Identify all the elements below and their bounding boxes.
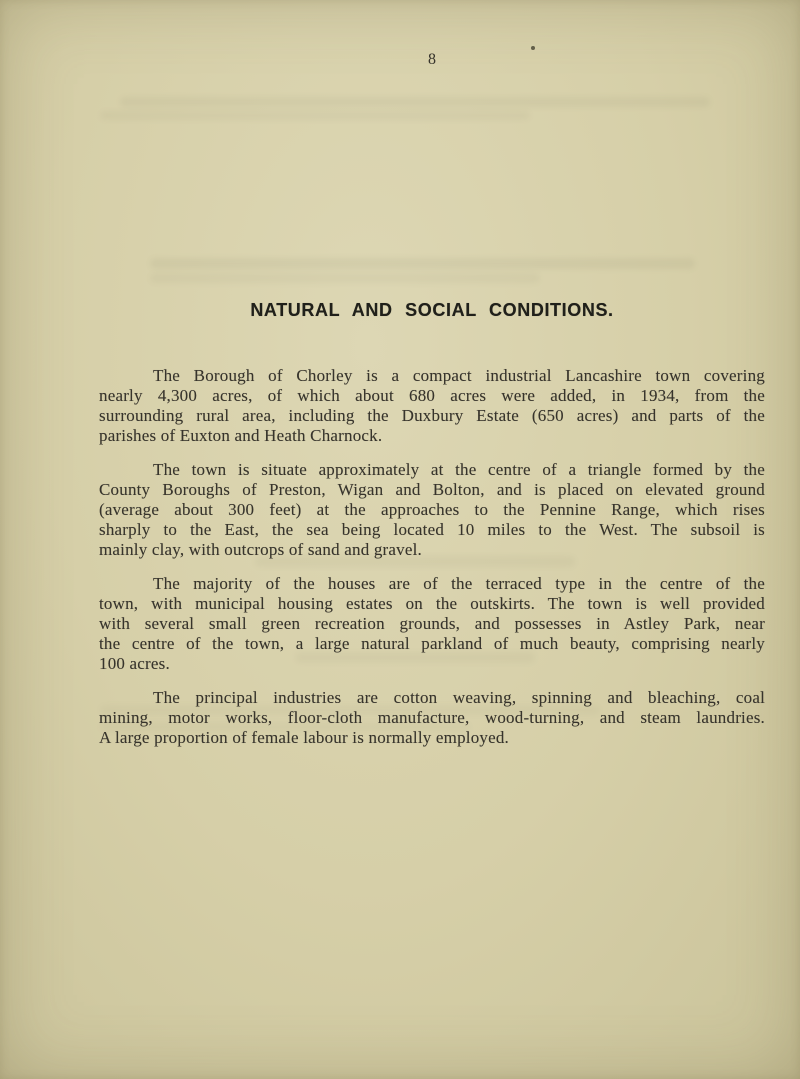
paragraph-line: mining, motor works, floor-cloth manufacture, wood-turning, and steam laundries.: [99, 708, 765, 727]
paragraph-line: 100 acres.: [99, 654, 170, 673]
paragraph-line: mainly clay, with outcrops of sand and gravel.: [99, 540, 422, 559]
paragraph-line: (average about 300 feet) at the approaches to the Pennine Range, which rises: [99, 500, 765, 519]
paragraph-line: County Boroughs of Preston, Wigan and Bolton, and is placed on elevated ground: [99, 480, 765, 499]
paragraph-line: The town is situate approximately at the centre of a triangle formed by the: [153, 460, 765, 479]
paragraph-line: A large proportion of female labour is normally employed.: [99, 728, 510, 747]
paragraph-line: town, with municipal housing estates on the outskirts. The town is well provided: [99, 594, 765, 613]
showthrough-smudge: [120, 97, 710, 107]
paragraph: [99, 574, 765, 674]
body-paragraphs: [99, 366, 765, 762]
paragraph-line: sharply to the East, the sea being located 10 miles to the West. The subsoil is: [99, 520, 765, 539]
paragraph: [99, 688, 765, 748]
paragraph-line: The Borough of Chorley is a compact industrial Lancashire town covering: [153, 366, 765, 385]
paragraph-line: The principal industries are cotton weaving, spinning and bleaching, coal: [153, 688, 765, 707]
paragraph: [99, 366, 765, 446]
scan-speck: [531, 46, 535, 50]
showthrough-smudge: [150, 258, 695, 269]
paragraph-line: the centre of the town, a large natural parkland of much beauty, comprising nearly: [99, 634, 765, 653]
paragraph-line: The majority of the houses are of the terraced type in the centre of the: [153, 574, 765, 593]
paragraph-line: with several small green recreation grounds, and possesses in Astley Park, near: [99, 614, 765, 633]
paragraph-line: nearly 4,300 acres, of which about 680 acres were added, in 1934, from the: [99, 386, 765, 405]
paragraph-line: parishes of Euxton and Heath Charnock.: [99, 426, 383, 445]
paragraph: [99, 460, 765, 560]
showthrough-smudge: [100, 111, 530, 120]
showthrough-smudge: [150, 273, 540, 283]
paragraph-line: surrounding rural area, including the Duxbury Estate (650 acres) and parts of the: [99, 406, 765, 425]
page-number: 8: [428, 51, 436, 68]
section-heading: NATURAL AND SOCIAL CONDITIONS.: [250, 300, 614, 320]
